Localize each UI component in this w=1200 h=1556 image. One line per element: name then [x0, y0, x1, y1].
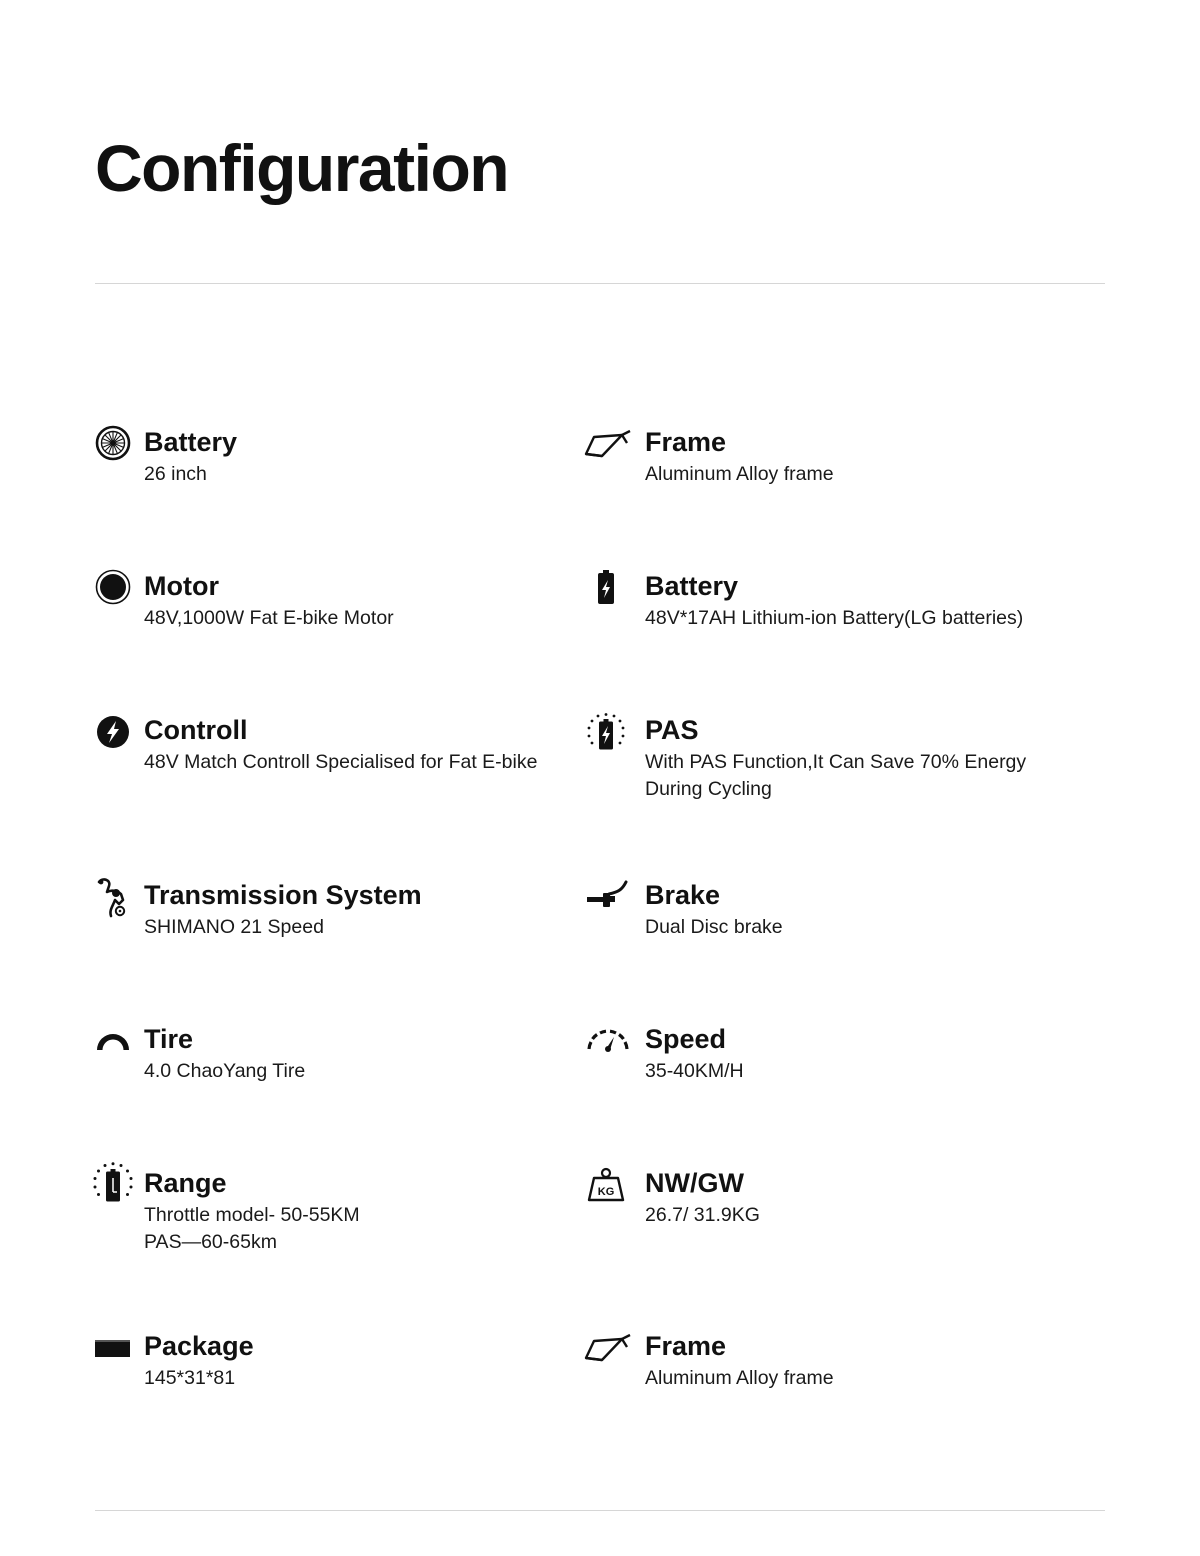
- spec-label: Frame: [645, 1331, 727, 1361]
- spec-value: Throttle model- 50-55KM PAS—60-65km: [144, 1204, 360, 1253]
- top-divider: [95, 283, 1105, 284]
- battery-range-icon: [92, 1162, 134, 1204]
- spec-label: Frame: [645, 427, 727, 457]
- spec-value: SHIMANO 21 Speed: [144, 916, 324, 938]
- spec-value: 26 inch: [144, 463, 207, 485]
- spec-value: Aluminum Alloy frame: [645, 463, 834, 485]
- spec-label: Battery: [144, 427, 238, 457]
- spec-value: 35-40KM/H: [645, 1060, 744, 1082]
- weight-icon-text: KG: [597, 1186, 615, 1198]
- spec-value: 4.0 ChaoYang Tire: [144, 1060, 306, 1082]
- package-icon: [95, 1329, 133, 1367]
- spec-value: Dual Disc brake: [645, 916, 783, 938]
- spec-value: 48V Match Controll Specialised for Fat E-bike: [144, 751, 538, 773]
- speedometer-icon: [584, 1022, 632, 1060]
- spec-label: Brake: [645, 880, 721, 910]
- battery-charge-icon: [584, 713, 632, 751]
- motor-icon: [95, 569, 133, 607]
- frame-icon: [584, 1329, 632, 1367]
- spec-label: Motor: [144, 571, 219, 601]
- spec-value: 145*31*81: [144, 1367, 236, 1389]
- lightning-icon: [95, 713, 133, 751]
- spec-label: Battery: [645, 571, 739, 601]
- bottom-divider: [95, 1510, 1105, 1511]
- derailleur-icon: [95, 878, 133, 916]
- page-title: Configuration: [95, 131, 509, 205]
- weight-icon: [584, 1166, 632, 1204]
- wheel-icon: [95, 425, 133, 463]
- tire-arc-icon: [95, 1022, 133, 1060]
- spec-label: Controll: [144, 715, 248, 745]
- spec-value: 48V*17AH Lithium-ion Battery(LG batteries): [645, 607, 1024, 629]
- battery-icon: [584, 569, 632, 607]
- brake-lever-icon: [584, 878, 632, 916]
- spec-label: NW/GW: [645, 1168, 744, 1198]
- spec-value: With PAS Function,It Can Save 70% Energy During Cycling: [645, 751, 1027, 800]
- frame-icon: [584, 425, 632, 463]
- spec-value: 48V,1000W Fat E-bike Motor: [144, 607, 394, 629]
- spec-value: Aluminum Alloy frame: [645, 1367, 834, 1389]
- spec-label: Speed: [645, 1024, 727, 1054]
- spec-value: 26.7/ 31.9KG: [645, 1204, 760, 1226]
- spec-label: Range: [144, 1168, 227, 1198]
- spec-label: PAS: [645, 715, 699, 745]
- spec-label: Transmission System: [144, 880, 422, 910]
- spec-label: Tire: [144, 1024, 194, 1054]
- spec-label: Package: [144, 1331, 254, 1361]
